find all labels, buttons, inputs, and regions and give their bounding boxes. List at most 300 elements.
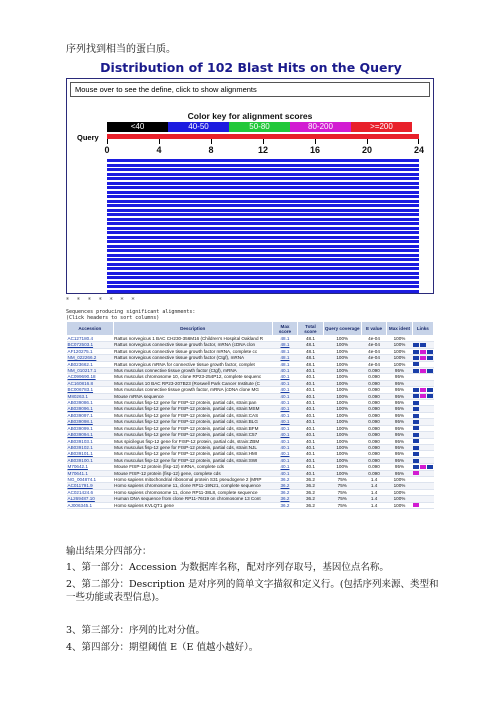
link-icon[interactable]: [420, 465, 426, 469]
color-key-cell: 40-50: [168, 122, 229, 132]
max-score-cell[interactable]: 40.1: [272, 444, 297, 450]
total-score-cell: 40.1: [298, 457, 323, 463]
ident-cell: 100%: [387, 336, 412, 342]
coverage-cell: 100%: [323, 342, 361, 348]
axis-tick-label: 24: [413, 145, 425, 155]
coverage-cell: 75%: [323, 476, 361, 482]
link-icon[interactable]: [427, 394, 433, 398]
coverage-cell: 100%: [323, 348, 361, 354]
accession-cell[interactable]: AB039103.1: [67, 438, 114, 444]
hit-bar[interactable]: [107, 173, 419, 176]
link-icon[interactable]: [413, 369, 419, 373]
coverage-cell: 100%: [323, 374, 361, 380]
color-key-cell: 50-80: [229, 122, 290, 132]
table-row: [67, 438, 434, 444]
max-score-cell[interactable]: 36.2: [272, 483, 297, 489]
description-cell: Mouse mRNA sequence: [113, 393, 272, 399]
axis-tick-label: 4: [156, 145, 162, 155]
table-row: [67, 412, 434, 418]
coverage-cell: 100%: [323, 444, 361, 450]
table-row: [67, 387, 434, 393]
coverage-cell: 75%: [323, 489, 361, 495]
coverage-cell: 100%: [323, 425, 361, 431]
axis-tick: [211, 139, 212, 144]
hit-bar[interactable]: [107, 258, 419, 261]
link-icon[interactable]: [413, 420, 419, 424]
column-header[interactable]: Max score: [272, 322, 297, 336]
coverage-cell: 100%: [323, 355, 361, 361]
ident-cell: 95%: [387, 432, 412, 438]
total-score-cell: 40.1: [298, 374, 323, 380]
link-icon[interactable]: [420, 394, 426, 398]
ident-cell: 95%: [387, 444, 412, 450]
hit-bar[interactable]: [107, 272, 419, 275]
blast-graphic: [66, 78, 434, 294]
total-score-cell: 40.1: [298, 470, 323, 476]
axis-tick: [367, 139, 368, 144]
accession-cell[interactable]: AB039100.1: [67, 457, 114, 463]
max-score-cell[interactable]: 40.1: [272, 425, 297, 431]
total-score-cell: 40.1: [298, 406, 323, 412]
evalue-cell: 4e-04: [361, 342, 386, 348]
link-icon[interactable]: [413, 350, 419, 354]
description-cell: Mouse FISP-12 protein (fisp-12) mRNA, complete cds: [113, 464, 272, 470]
color-key-cell: <40: [107, 122, 168, 132]
sequences-header-sort[interactable]: (Click headers to sort columns): [66, 315, 160, 321]
max-score-cell[interactable]: 40.1: [272, 451, 297, 457]
hit-bar[interactable]: [107, 218, 419, 221]
ident-cell: 95%: [387, 400, 412, 406]
max-score-cell[interactable]: 40.1: [272, 406, 297, 412]
accession-cell[interactable]: AB039086.1: [67, 400, 114, 406]
link-icon[interactable]: [413, 414, 419, 418]
links-cell[interactable]: [412, 387, 433, 393]
accession-cell[interactable]: M70642.1: [67, 464, 114, 470]
ident-cell: 95%: [387, 368, 412, 374]
link-icon[interactable]: [413, 394, 419, 398]
table-row: [67, 361, 434, 367]
table-row: [67, 342, 434, 348]
table-row: [67, 502, 434, 508]
link-icon[interactable]: [413, 343, 419, 347]
accession-cell[interactable]: NG_004874.1: [67, 476, 114, 482]
description-cell: Mus musculus fisp-12 gene for FISP-12 protein, partial cds, strain:CAS: [113, 412, 272, 418]
link-icon[interactable]: [413, 433, 419, 437]
coverage-cell: 75%: [323, 502, 361, 508]
color-key-title: Color key for alignment scores: [187, 111, 313, 121]
table-row: [67, 444, 434, 450]
link-icon[interactable]: [413, 471, 419, 475]
accession-cell[interactable]: AC127180.4: [67, 336, 114, 342]
hit-bar[interactable]: [107, 263, 419, 266]
total-score-cell: 40.1: [298, 387, 323, 393]
ident-cell: 95%: [387, 419, 412, 425]
evalue-cell: 4e-04: [361, 348, 386, 354]
explanation-item-2: 2、第二部分：Description 是对序列的简单文字描叙和定义行。(包括序列来源、类型和一些功能或表型信息)。: [66, 579, 439, 603]
max-score-cell[interactable]: 36.2: [272, 496, 297, 502]
column-header[interactable]: E value: [361, 322, 386, 336]
link-icon[interactable]: [420, 369, 426, 373]
coverage-cell: 100%: [323, 368, 361, 374]
intro-text: 序列找到相当的蛋白质。: [66, 44, 176, 55]
total-score-cell: 40.1: [298, 393, 323, 399]
table-row: [67, 457, 434, 463]
accession-cell[interactable]: AB039097.1: [67, 412, 114, 418]
max-score-cell[interactable]: 48.1: [272, 361, 297, 367]
total-score-cell: 36.2: [298, 502, 323, 508]
link-icon[interactable]: [413, 362, 419, 366]
total-score-cell: 48.1: [298, 361, 323, 367]
hit-bar[interactable]: [107, 159, 419, 162]
evalue-cell: 0.090: [361, 412, 386, 418]
total-score-cell: 36.2: [298, 496, 323, 502]
accession-cell[interactable]: AJ006345.1: [67, 502, 114, 508]
link-icon[interactable]: [413, 439, 419, 443]
hit-bar[interactable]: [107, 213, 419, 216]
description-cell: Mus musculus fisp-12 gene for FISP-12 protein, partial cds, strain:HMI: [113, 451, 272, 457]
hit-bar[interactable]: [107, 182, 419, 185]
total-score-cell: 40.1: [298, 400, 323, 406]
link-icon[interactable]: [413, 388, 419, 392]
axis-tick-label: 8: [208, 145, 214, 155]
evalue-cell: 1.4: [361, 476, 386, 482]
link-icon[interactable]: [427, 369, 433, 373]
coverage-cell: 100%: [323, 412, 361, 418]
column-header[interactable]: Links: [412, 322, 433, 336]
coverage-cell: 100%: [323, 464, 361, 470]
hit-bar[interactable]: [107, 290, 419, 293]
column-header[interactable]: Query coverage: [323, 322, 361, 336]
hit-bar[interactable]: [107, 245, 419, 248]
ident-cell: 100%: [387, 489, 412, 495]
description-cell: Mus musculus fisp-12 gene for FISP-12 protein, partial cds, strain:MSM: [113, 406, 272, 412]
total-score-cell: 36.2: [298, 476, 323, 482]
links-cell[interactable]: [412, 348, 433, 354]
accession-cell[interactable]: NM_022266.2: [67, 355, 114, 361]
hit-bar[interactable]: [107, 285, 419, 288]
description-cell: Rattus norvegicus connective tissue growth factor (Ctgf), mRNA: [113, 355, 272, 361]
coverage-cell: 100%: [323, 470, 361, 476]
ident-cell: 95%: [387, 412, 412, 418]
links-cell[interactable]: [412, 393, 433, 399]
total-score-cell: 40.1: [298, 419, 323, 425]
link-icon[interactable]: [413, 407, 419, 411]
description-cell: Mus musculus connective tissue growth factor, mRNA (cDNA clone MG: [113, 387, 272, 393]
axis-tick-label: 16: [309, 145, 321, 155]
hit-bar[interactable]: [107, 231, 419, 234]
max-score-cell[interactable]: 40.1: [272, 380, 297, 386]
hit-bar[interactable]: [107, 240, 419, 243]
evalue-cell: 0.090: [361, 368, 386, 374]
description-cell: Mus musculus connective tissue growth factor (Ctgf), mRNA: [113, 368, 272, 374]
coverage-cell: 100%: [323, 361, 361, 367]
evalue-cell: 4e-04: [361, 336, 386, 342]
hit-bar[interactable]: [107, 222, 419, 225]
description-cell: Rattus norvegicus mRNA for connective tissue growth factor, complet: [113, 361, 272, 367]
link-icon[interactable]: [420, 343, 426, 347]
explanation-heading: 输出结果分四部分：: [66, 546, 152, 557]
total-score-cell: 40.1: [298, 425, 323, 431]
description-cell: Homo sapiens chromosome 11, clone RP11-19N21, complete sequence: [113, 483, 272, 489]
evalue-cell: 0.090: [361, 419, 386, 425]
total-score-cell: 40.1: [298, 438, 323, 444]
total-score-cell: 36.2: [298, 483, 323, 489]
table-row: [67, 336, 434, 342]
ident-cell: 100%: [387, 361, 412, 367]
accession-cell[interactable]: M70641.1: [67, 470, 114, 476]
explanation-item-4: 4、第四部分：期望阈值 E（E 值越小越好）。: [66, 642, 259, 653]
max-score-cell[interactable]: 40.1: [272, 438, 297, 444]
color-key-cell: 80-200: [290, 122, 351, 132]
coverage-cell: 100%: [323, 336, 361, 342]
total-score-cell: 36.2: [298, 489, 323, 495]
accession-cell[interactable]: AB039102.1: [67, 444, 114, 450]
hit-bar[interactable]: [107, 254, 419, 257]
accession-cell[interactable]: AC099690.18: [67, 374, 114, 380]
link-icon[interactable]: [420, 356, 426, 360]
table-row: [67, 374, 434, 380]
evalue-cell: 1.4: [361, 496, 386, 502]
evalue-cell: 4e-04: [361, 361, 386, 367]
max-score-cell[interactable]: 36.2: [272, 502, 297, 508]
accession-cell[interactable]: BC072503.1: [67, 342, 114, 348]
total-score-cell: 40.1: [298, 380, 323, 386]
mouse-hint-box[interactable]: Mouse over to see the define, click to show alignments: [70, 82, 430, 97]
coverage-cell: 100%: [323, 393, 361, 399]
evalue-cell: 1.4: [361, 483, 386, 489]
hit-bar[interactable]: [107, 209, 419, 212]
hit-bar[interactable]: [107, 267, 419, 270]
accession-cell[interactable]: NM_010217.1: [67, 368, 114, 374]
link-icon[interactable]: [413, 452, 419, 456]
color-key-cell: >=200: [351, 122, 412, 132]
table-row: [67, 425, 434, 431]
accession-cell[interactable]: AC021424.6: [67, 489, 114, 495]
accession-cell[interactable]: AB039099.1: [67, 425, 114, 431]
ident-cell: 100%: [387, 348, 412, 354]
hit-bar[interactable]: [107, 186, 419, 189]
ident-cell: 95%: [387, 451, 412, 457]
description-cell: Mus musculus fisp-12 gene for FISP-12 protein, partial cds, strain:BFM: [113, 425, 272, 431]
coverage-cell: 100%: [323, 457, 361, 463]
links-cell[interactable]: [412, 502, 433, 508]
total-score-cell: 48.1: [298, 342, 323, 348]
ident-cell: 100%: [387, 355, 412, 361]
coverage-cell: 75%: [323, 483, 361, 489]
description-cell: Mouse FISP-12 protein (fisp-12) gene, complete cds: [113, 470, 272, 476]
evalue-cell: 0.090: [361, 406, 386, 412]
ident-cell: 95%: [387, 393, 412, 399]
link-icon[interactable]: [413, 503, 419, 507]
accession-cell[interactable]: AC160816.8: [67, 380, 114, 386]
description-cell: Rattus norvegicus connective tissue growth factor, mRNA (cDNA clon: [113, 342, 272, 348]
blast-title: Distribution of 102 Blast Hits on the Query: [100, 60, 402, 75]
max-score-cell[interactable]: 40.1: [272, 400, 297, 406]
accession-cell[interactable]: AB039094.1: [67, 432, 114, 438]
coverage-cell: 100%: [323, 387, 361, 393]
axis-tick: [107, 139, 108, 144]
hit-bar[interactable]: [107, 200, 419, 203]
total-score-cell: 48.1: [298, 348, 323, 354]
description-cell: Mus spicilegus fisp-12 gene for FISP-12 protein, partial cds, strain:ZBM: [113, 438, 272, 444]
max-score-cell[interactable]: 40.1: [272, 432, 297, 438]
accession-cell[interactable]: AB039101.1: [67, 451, 114, 457]
link-icon[interactable]: [413, 459, 419, 463]
table-header-row: [67, 322, 434, 336]
axis-tick-label: 20: [361, 145, 373, 155]
coverage-cell: 100%: [323, 400, 361, 406]
total-score-cell: 40.1: [298, 368, 323, 374]
ident-cell: 95%: [387, 380, 412, 386]
hit-bar[interactable]: [107, 227, 419, 230]
ident-cell: 95%: [387, 387, 412, 393]
hit-bar[interactable]: [107, 281, 419, 284]
accession-cell[interactable]: AL269487.10: [67, 496, 114, 502]
accession-cell[interactable]: M80263.1: [67, 393, 114, 399]
link-icon[interactable]: [413, 446, 419, 450]
query-label: Query: [77, 133, 99, 142]
table-body: [67, 336, 434, 509]
hit-bar[interactable]: [107, 236, 419, 239]
links-cell[interactable]: [412, 368, 433, 374]
ident-cell: 95%: [387, 374, 412, 380]
accession-cell[interactable]: AF120275.1: [67, 348, 114, 354]
table-row: [67, 380, 434, 386]
hit-bar[interactable]: [107, 204, 419, 207]
coverage-cell: 100%: [323, 438, 361, 444]
max-score-cell[interactable]: 40.1: [272, 374, 297, 380]
dots: * * * * * * *: [66, 297, 138, 304]
link-icon[interactable]: [427, 465, 433, 469]
description-cell: Mus musculus fisp-12 gene for FISP-12 protein, partial cds, strain:pan: [113, 400, 272, 406]
evalue-cell: 0.090: [361, 438, 386, 444]
table-row: [67, 348, 434, 354]
hit-bar[interactable]: [107, 195, 419, 198]
color-key: [107, 122, 412, 132]
link-icon[interactable]: [413, 465, 419, 469]
description-cell: Homo sapiens chromosome 11, clone RP11-38L8, complete sequence: [113, 489, 272, 495]
table-row: [67, 400, 434, 406]
max-score-cell[interactable]: 40.1: [272, 412, 297, 418]
link-icon[interactable]: [420, 388, 426, 392]
accession-cell[interactable]: AB039096.1: [67, 406, 114, 412]
hit-bar[interactable]: [107, 249, 419, 252]
hits-table: [66, 321, 434, 509]
total-score-cell: 48.1: [298, 355, 323, 361]
evalue-cell: 0.090: [361, 380, 386, 386]
description-cell: Homo sapiens KVLQT1 gene: [113, 502, 272, 508]
explanation-item-1: 1、第一部分：Accession 为数据库名称，配对序列存取号，基因位点名称。: [66, 562, 389, 573]
evalue-cell: 0.090: [361, 451, 386, 457]
ident-cell: 100%: [387, 476, 412, 482]
hit-bar[interactable]: [107, 177, 419, 180]
description-cell: Mus musculus chromosome 10, clone RP23-254P12, complete sequenc: [113, 374, 272, 380]
evalue-cell: 0.090: [361, 393, 386, 399]
max-score-cell[interactable]: 40.1: [272, 387, 297, 393]
accession-cell[interactable]: AB039098.1: [67, 419, 114, 425]
ident-cell: 100%: [387, 496, 412, 502]
total-score-cell: 40.1: [298, 412, 323, 418]
accession-cell[interactable]: BC006783.1: [67, 387, 114, 393]
evalue-cell: 0.090: [361, 470, 386, 476]
ident-cell: 100%: [387, 502, 412, 508]
max-score-cell[interactable]: 40.1: [272, 393, 297, 399]
evalue-cell: 0.090: [361, 464, 386, 470]
column-header[interactable]: Total score: [298, 322, 323, 336]
link-icon[interactable]: [427, 356, 433, 360]
column-header[interactable]: Max ident: [387, 322, 412, 336]
hit-bar[interactable]: [107, 276, 419, 279]
max-score-cell[interactable]: 48.1: [272, 355, 297, 361]
ident-cell: 95%: [387, 470, 412, 476]
evalue-cell: 0.090: [361, 400, 386, 406]
table-row: [67, 406, 434, 412]
description-cell: Mus musculus 10 BAC RP23-207B23 (Roswell Park Cancer Institute (C: [113, 380, 272, 386]
max-score-cell[interactable]: 40.1: [272, 464, 297, 470]
hit-bar[interactable]: [107, 168, 419, 171]
axis-tick: [263, 139, 264, 144]
max-score-cell[interactable]: 48.1: [272, 348, 297, 354]
description-cell: Mus musculus fisp-12 gene for FISP-12 protein, partial cds, strain:BLG: [113, 419, 272, 425]
axis-tick-label: 0: [104, 145, 110, 155]
description-cell: Rattus norvegicus 1 BAC CH230-356M16 (Children's Hospital Oakland R: [113, 336, 272, 342]
ident-cell: 100%: [387, 342, 412, 348]
links-cell[interactable]: [412, 464, 433, 470]
link-icon[interactable]: [420, 350, 426, 354]
evalue-cell: 0.090: [361, 387, 386, 393]
max-score-cell[interactable]: 36.2: [272, 476, 297, 482]
max-score-cell[interactable]: 40.1: [272, 470, 297, 476]
table-row: [67, 432, 434, 438]
accession-cell[interactable]: AC011791.9: [67, 483, 114, 489]
evalue-cell: 0.090: [361, 374, 386, 380]
max-score-cell[interactable]: 48.1: [272, 336, 297, 342]
max-score-cell[interactable]: 40.1: [272, 368, 297, 374]
links-cell[interactable]: [412, 355, 433, 361]
ident-cell: 95%: [387, 406, 412, 412]
description-cell: Mus musculus fisp-12 gene for FISP-12 protein, partial cds, strain:C57: [113, 432, 272, 438]
column-header[interactable]: Description: [113, 322, 272, 336]
column-header[interactable]: Accession: [67, 322, 114, 336]
link-icon[interactable]: [413, 356, 419, 360]
max-score-cell[interactable]: 40.1: [272, 457, 297, 463]
evalue-cell: 0.090: [361, 432, 386, 438]
link-icon[interactable]: [427, 350, 433, 354]
total-score-cell: 40.1: [298, 444, 323, 450]
hit-bar[interactable]: [107, 164, 419, 167]
axis-tick-label: 12: [257, 145, 269, 155]
coverage-cell: 100%: [323, 432, 361, 438]
total-score-cell: 48.1: [298, 336, 323, 342]
accession-cell[interactable]: AB023662.1: [67, 361, 114, 367]
sequences-header: [66, 309, 195, 321]
table-row: [67, 419, 434, 425]
description-cell: Rattus norvegicus connective tissue growth factor mRNA, complete cc: [113, 348, 272, 354]
description-cell: Human DNA sequence from clone RP11-76I19 on chromosome 13 Cont: [113, 496, 272, 502]
hit-bar[interactable]: [107, 191, 419, 194]
link-icon[interactable]: [413, 401, 419, 405]
ident-cell: 100%: [387, 483, 412, 489]
description-cell: Mus musculus fisp-12 gene for FISP-12 protein, partial cds, strain:NJL: [113, 444, 272, 450]
link-icon[interactable]: [413, 426, 419, 430]
max-score-cell[interactable]: 36.2: [272, 489, 297, 495]
max-score-cell[interactable]: 40.1: [272, 419, 297, 425]
ident-cell: 95%: [387, 425, 412, 431]
link-icon[interactable]: [427, 388, 433, 392]
evalue-cell: 0.090: [361, 444, 386, 450]
table-row: [67, 451, 434, 457]
max-score-cell[interactable]: 48.1: [272, 342, 297, 348]
